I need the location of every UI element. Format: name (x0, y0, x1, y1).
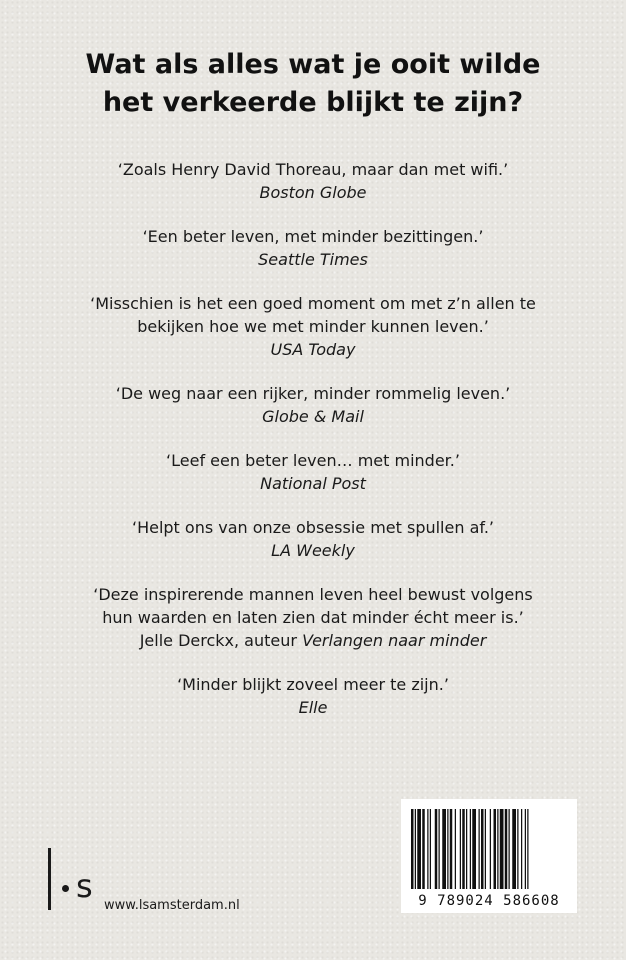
quote-source-title: Verlangen naar minder (302, 631, 487, 650)
quote-text: ‘Deze inspirerende mannen leven heel bewust volgens (93, 585, 533, 604)
barcode-bar (481, 809, 484, 889)
quote (0, 673, 626, 719)
quote-text: ‘Helpt ons van onze obsessie met spullen af.’ (131, 518, 495, 537)
barcode-bar (442, 809, 446, 889)
barcode-bar (439, 809, 440, 889)
publisher-logo (48, 848, 98, 910)
barcode-bar (466, 809, 467, 889)
barcode-bar (460, 809, 461, 889)
logo-bar (48, 848, 51, 910)
barcode-bar (470, 809, 471, 889)
quote-source: National Post (260, 474, 366, 493)
barcode-bars (411, 809, 567, 889)
quote-text: ‘Leef een beter leven… met minder.’ (166, 451, 460, 470)
publisher-website: www.lsamsterdam.nl (104, 898, 240, 913)
quote-source (0, 629, 626, 652)
quote (0, 225, 626, 271)
quote-source: USA Today (270, 340, 356, 359)
barcode-bar (455, 809, 456, 889)
barcode-bar (517, 809, 518, 889)
quote (0, 449, 626, 495)
barcode-bar (485, 809, 486, 889)
barcode-bar (430, 809, 431, 889)
barcode-bar (472, 809, 476, 889)
quote (0, 382, 626, 428)
barcode-bar (417, 809, 421, 889)
quote-text: ‘Misschien is het een goed moment om met z’n allen te (90, 294, 536, 313)
barcode-bar (422, 809, 425, 889)
quote-text: ‘Een beter leven, met minder bezittingen.’ (142, 227, 484, 246)
quote (0, 158, 626, 204)
barcode-bar (479, 809, 480, 889)
barcode-bar (450, 809, 453, 889)
barcode-bar (497, 809, 498, 889)
barcode-bar (505, 809, 508, 889)
quote-text: bekijken hoe we met minder kunnen leven.’ (137, 317, 489, 336)
barcode-bar (512, 809, 516, 889)
headline-line-2: het verkeerde blijkt te zijn? (102, 87, 524, 118)
barcode (401, 799, 577, 913)
quote-text: hun waarden en laten zien dat minder écht meer is.’ (102, 608, 524, 627)
quote-source: Elle (298, 698, 328, 717)
barcode-bar (525, 809, 526, 889)
quotes-list (0, 158, 626, 740)
barcode-bar (427, 809, 428, 889)
barcode-bar (490, 809, 491, 889)
barcode-bar (527, 809, 528, 889)
barcode-bar (435, 809, 438, 889)
quote (0, 516, 626, 562)
quote-source: LA Weekly (271, 541, 355, 560)
headline (0, 46, 626, 122)
quote-text: ‘Minder blijkt zoveel meer te zijn.’ (177, 675, 449, 694)
logo-dot (62, 885, 69, 892)
quote-source: Globe & Mail (262, 407, 364, 426)
quote-source-author: Jelle Derckx, auteur (139, 631, 297, 650)
barcode-bar (494, 809, 497, 889)
barcode-bar (500, 809, 504, 889)
headline-line-1: Wat als alles wat je ooit wilde (85, 49, 541, 80)
barcode-bar (411, 809, 414, 889)
barcode-bar (521, 809, 522, 889)
barcode-bar (509, 809, 510, 889)
logo-letter: s (76, 867, 93, 905)
quote-source: Boston Globe (259, 183, 367, 202)
isbn-number: 9 789024 586608 (418, 893, 560, 909)
barcode-bar (462, 809, 465, 889)
quote-source: Seattle Times (258, 250, 368, 269)
barcode-bar (415, 809, 416, 889)
quote-text: ‘Zoals Henry David Thoreau, maar dan met wifi.’ (117, 160, 509, 179)
barcode-bar (447, 809, 448, 889)
quote (0, 583, 626, 652)
quote-text: ‘De weg naar een rijker, minder rommelig leven.’ (115, 384, 511, 403)
quote (0, 292, 626, 361)
